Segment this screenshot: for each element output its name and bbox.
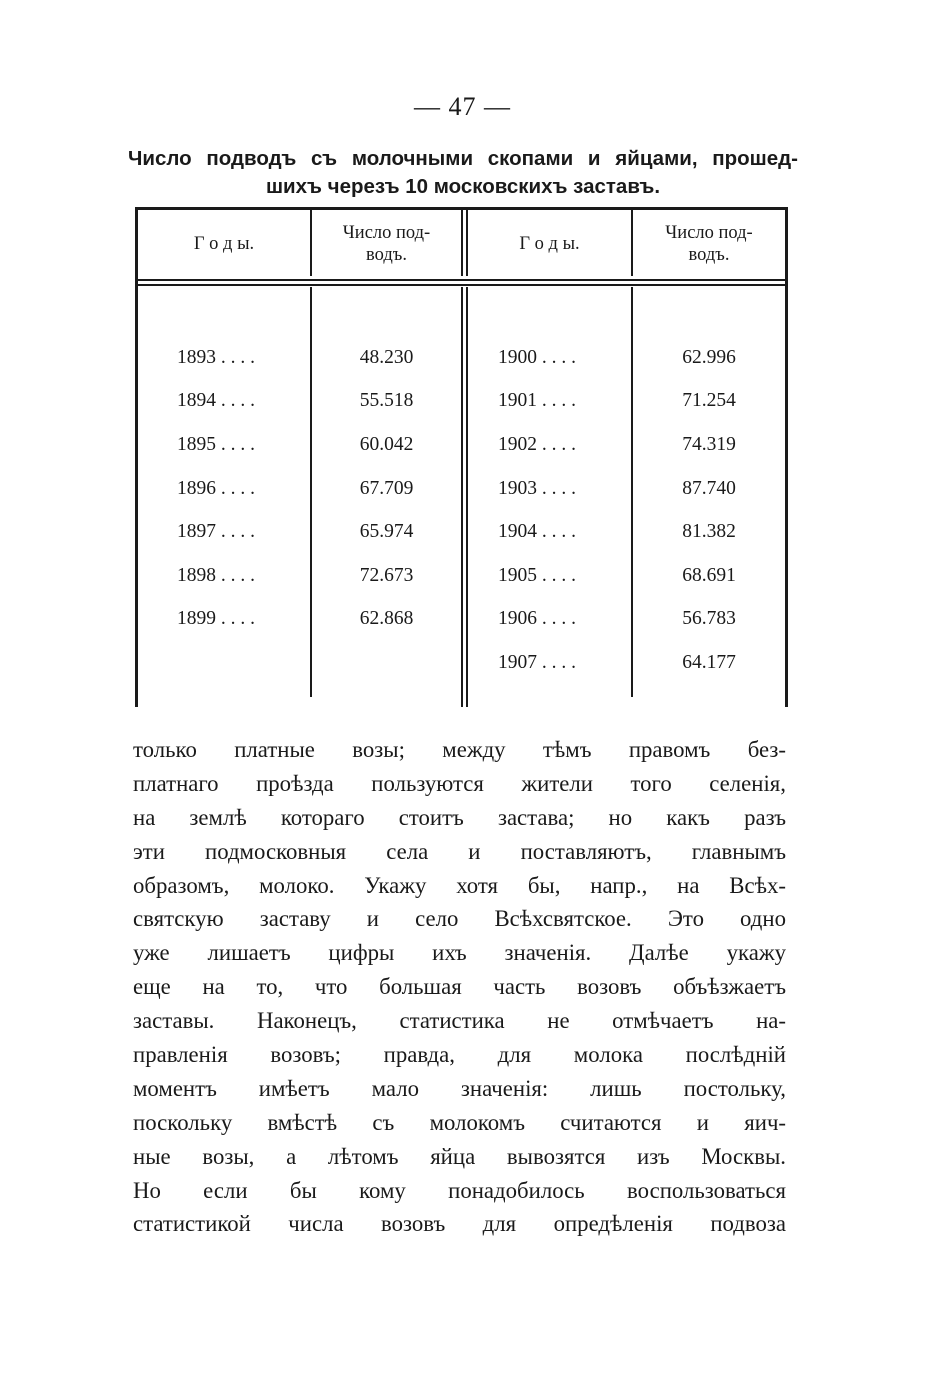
body-line-7: уже лишаетъ цифры ихъ значенія. Далѣе укажу <box>133 940 786 966</box>
left-row-2-year: 1894 . . . . <box>177 390 255 411</box>
right-row-2-year: 1901 . . . . <box>498 390 576 411</box>
header-rule-1 <box>135 279 788 281</box>
left-row-4-year: 1896 . . . . <box>177 478 255 499</box>
right-row-3-count: 74.319 <box>682 434 736 455</box>
body-line-3: на землѣ котораго стоитъ застава; но какъ разъ <box>133 804 786 830</box>
right-row-5-year: 1904 . . . . <box>498 521 576 542</box>
body-line-12: поскольку вмѣстѣ съ молокомъ считаются и яич- <box>133 1109 786 1135</box>
body-line-2: платнаго проѣзда пользуются жители того селенія, <box>133 770 786 796</box>
right-row-3-year: 1902 . . . . <box>498 434 576 455</box>
left-row-1-year: 1893 . . . . <box>177 347 255 368</box>
right-row-7-year: 1906 . . . . <box>498 608 576 629</box>
left-row-6-year: 1898 . . . . <box>177 565 255 586</box>
body-line-14: Но если бы кому понадобилось воспользоваться <box>133 1177 786 1203</box>
left-row-4-count: 67.709 <box>359 478 414 499</box>
body-line-4: эти подмосковныя села и поставляютъ, главнымъ <box>133 838 786 864</box>
body-line-5: образомъ, молоко. Укажу хотя бы, напр., на Всѣх- <box>133 872 786 898</box>
body-line-6: святскую заставу и село Всѣхсвятское. Это одно <box>133 906 786 932</box>
body-line-13: ные возы, а лѣтомъ яйца вывозятся изъ Москвы. <box>133 1143 786 1169</box>
body-text <box>133 733 786 1241</box>
left-row-6-count: 72.673 <box>359 565 414 586</box>
left-row-3-year: 1895 . . . . <box>177 434 255 455</box>
center-rule-c <box>461 287 463 707</box>
center-rule-a <box>461 210 463 276</box>
header-rule-2 <box>135 284 788 286</box>
body-line-1: только платные возы; между тѣмъ правомъ без- <box>133 737 786 762</box>
right-row-8-year: 1907 . . . . <box>498 652 576 673</box>
header-years-right: Г о д ы. <box>519 234 580 254</box>
body-line-9: заставы. Наконецъ, статистика не отмѣчаетъ на- <box>133 1008 786 1034</box>
header-count-left-1: Число под- <box>342 223 431 243</box>
left-row-3-count: 60.042 <box>359 434 414 455</box>
data-table <box>135 207 788 707</box>
right-row-2-count: 71.254 <box>682 390 736 411</box>
page-number: — 47 — <box>414 92 511 121</box>
right-row-8-count: 64.177 <box>682 652 736 673</box>
left-row-5-count: 65.974 <box>359 521 414 542</box>
right-row-6-year: 1905 . . . . <box>498 565 576 586</box>
table-right-rule <box>785 207 788 707</box>
header-count-right-2: водъ. <box>688 245 730 265</box>
right-row-4-year: 1903 . . . . <box>498 478 576 499</box>
right-row-1-count: 62.996 <box>682 347 736 368</box>
body-line-15: статистикой числа возовъ для опредѣленія подвоза <box>133 1211 786 1237</box>
right-row-6-count: 68.691 <box>682 565 736 586</box>
left-row-5-year: 1897 . . . . <box>177 521 255 542</box>
center-rule-d <box>466 287 468 707</box>
header-years-left: Г о д ы. <box>193 234 255 254</box>
header-count-right-1: Число под- <box>665 223 753 243</box>
table-left-rule <box>135 207 138 707</box>
left-row-2-count: 55.518 <box>359 390 414 411</box>
right-row-1-year: 1900 . . . . <box>498 347 576 368</box>
table-caption-line-1: Число подводъ съ молочными скопами и яйцами, прошед- <box>128 147 798 170</box>
right-row-7-count: 56.783 <box>682 608 736 629</box>
left-row-7-count: 62.868 <box>359 608 414 629</box>
body-line-10: правленія возовъ; правда, для молока послѣдній <box>133 1042 786 1068</box>
header-count-left-2: водъ. <box>366 245 407 265</box>
right-row-5-count: 81.382 <box>682 521 736 542</box>
body-line-11: моментъ имѣетъ мало значенія: лишь постольку, <box>133 1075 786 1101</box>
right-row-4-count: 87.740 <box>682 478 736 499</box>
left-row-1-count: 48.230 <box>359 347 414 368</box>
left-row-7-year: 1899 . . . . <box>177 608 255 629</box>
table-caption-line-2: шихъ черезъ 10 московскихъ заставъ. <box>265 175 661 198</box>
body-line-8: еще на то, что большая часть возовъ объѣзжаетъ <box>133 974 786 1000</box>
